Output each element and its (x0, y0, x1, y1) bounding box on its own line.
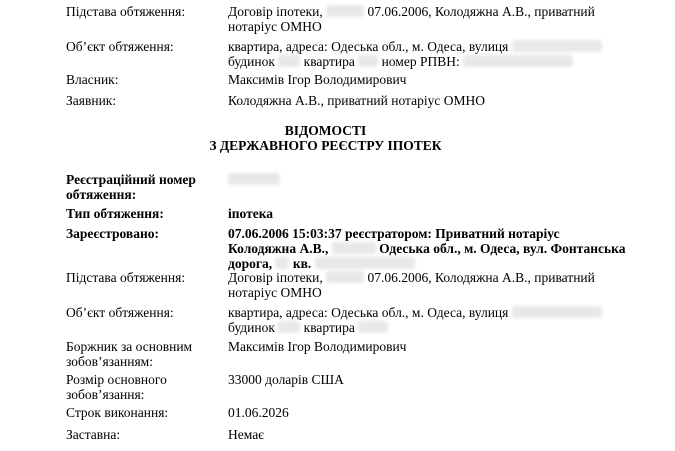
object-value-1 (228, 39, 648, 69)
object-label-1: Об’єкт обтяження: (66, 39, 174, 54)
redacted-apartment-3 (358, 321, 388, 333)
term-value: 01.06.2026 (228, 405, 289, 420)
registered-line1: 07.06.2006 15:03:37 реєстратором: Приватний нотаріус (228, 226, 560, 241)
object-value-1-c: квартира (303, 54, 355, 69)
object-value-2 (228, 305, 648, 335)
debtor-label: Боржник за основним зобов’язанням: (66, 339, 193, 369)
basis-label-1: Підстава обтяження: (66, 4, 186, 19)
registered-line3: дорога, (228, 256, 273, 271)
object-value-2-a: квартира, адреса: Одеська обл., м. Одеса, вулиця (228, 305, 509, 320)
object-value-2-c: квартира (303, 320, 355, 335)
redacted-rpvn (463, 55, 573, 67)
registered-line2-a: Колодяжна А.В., (228, 241, 329, 256)
term-label: Строк виконання: (66, 405, 169, 420)
redacted-street (512, 40, 602, 52)
owner-label: Власник: (66, 72, 119, 87)
redacted-building (278, 55, 300, 67)
debtor-value: Максимів Ігор Володимирович (228, 339, 407, 354)
redacted-reg-number (228, 173, 280, 185)
object-value-1-d: номер РПВН: (381, 54, 460, 69)
basis-value-2-a: Договір іпотеки, (228, 270, 323, 285)
registered-line2-b: Одеська обл., м. Одеса, вул. Фонтанська (379, 241, 626, 256)
pledge-value: Немає (228, 427, 264, 442)
redacted-number (326, 5, 364, 17)
basis-value-2 (228, 270, 648, 300)
redacted-apartment-2 (315, 257, 415, 269)
redacted-building-2 (275, 257, 289, 269)
reg-number-label: Реєстраційний номер обтяження: (66, 172, 196, 202)
redacted-number-2 (326, 271, 364, 283)
doc-heading-line1: ВІДОМОСТІ (284, 123, 367, 138)
applicant-label: Заявник: (66, 93, 117, 108)
basis-label-2: Підстава обтяження: (66, 270, 186, 285)
basis-value-2-c: нотаріус ОМНО (228, 285, 322, 300)
basis-value-1-c: нотаріус ОМНО (228, 19, 322, 34)
redacted-registrar-address (332, 242, 376, 254)
type-label: Тип обтяження: (66, 206, 164, 221)
registered-label: Зареєстровано: (66, 226, 159, 241)
registered-line3-b: кв. (292, 256, 312, 271)
owner-value: Максимів Ігор Володимирович (228, 72, 407, 87)
object-value-2-b: будинок (228, 320, 275, 335)
basis-value-1-a: Договір іпотеки, (228, 4, 323, 19)
amount-label: Розмір основного зобов’язання: (66, 372, 167, 402)
object-value-1-b: будинок (228, 54, 275, 69)
pledge-label: Заставна: (66, 427, 121, 442)
type-value: іпотека (228, 206, 274, 221)
redacted-building-3 (278, 321, 300, 333)
amount-value: 33000 доларів США (228, 372, 344, 387)
redacted-apartment (358, 55, 378, 67)
registered-value (228, 226, 648, 271)
redacted-street-2 (512, 306, 602, 318)
object-value-1-a: квартира, адреса: Одеська обл., м. Одеса, вулиця (228, 39, 509, 54)
applicant-value: Колодяжна А.В., приватний нотаріус ОМНО (228, 93, 485, 108)
basis-value-2-b: 07.06.2006, Колодяжна А.В., приватний (367, 270, 595, 285)
doc-heading-line2: З ДЕРЖАВНОГО РЕЄСТРУ ІПОТЕК (209, 138, 442, 153)
object-label-2: Об’єкт обтяження: (66, 305, 174, 320)
basis-value-1-b: 07.06.2006, Колодяжна А.В., приватний (367, 4, 595, 19)
reg-number-value (228, 172, 648, 187)
basis-value-1 (228, 4, 648, 34)
